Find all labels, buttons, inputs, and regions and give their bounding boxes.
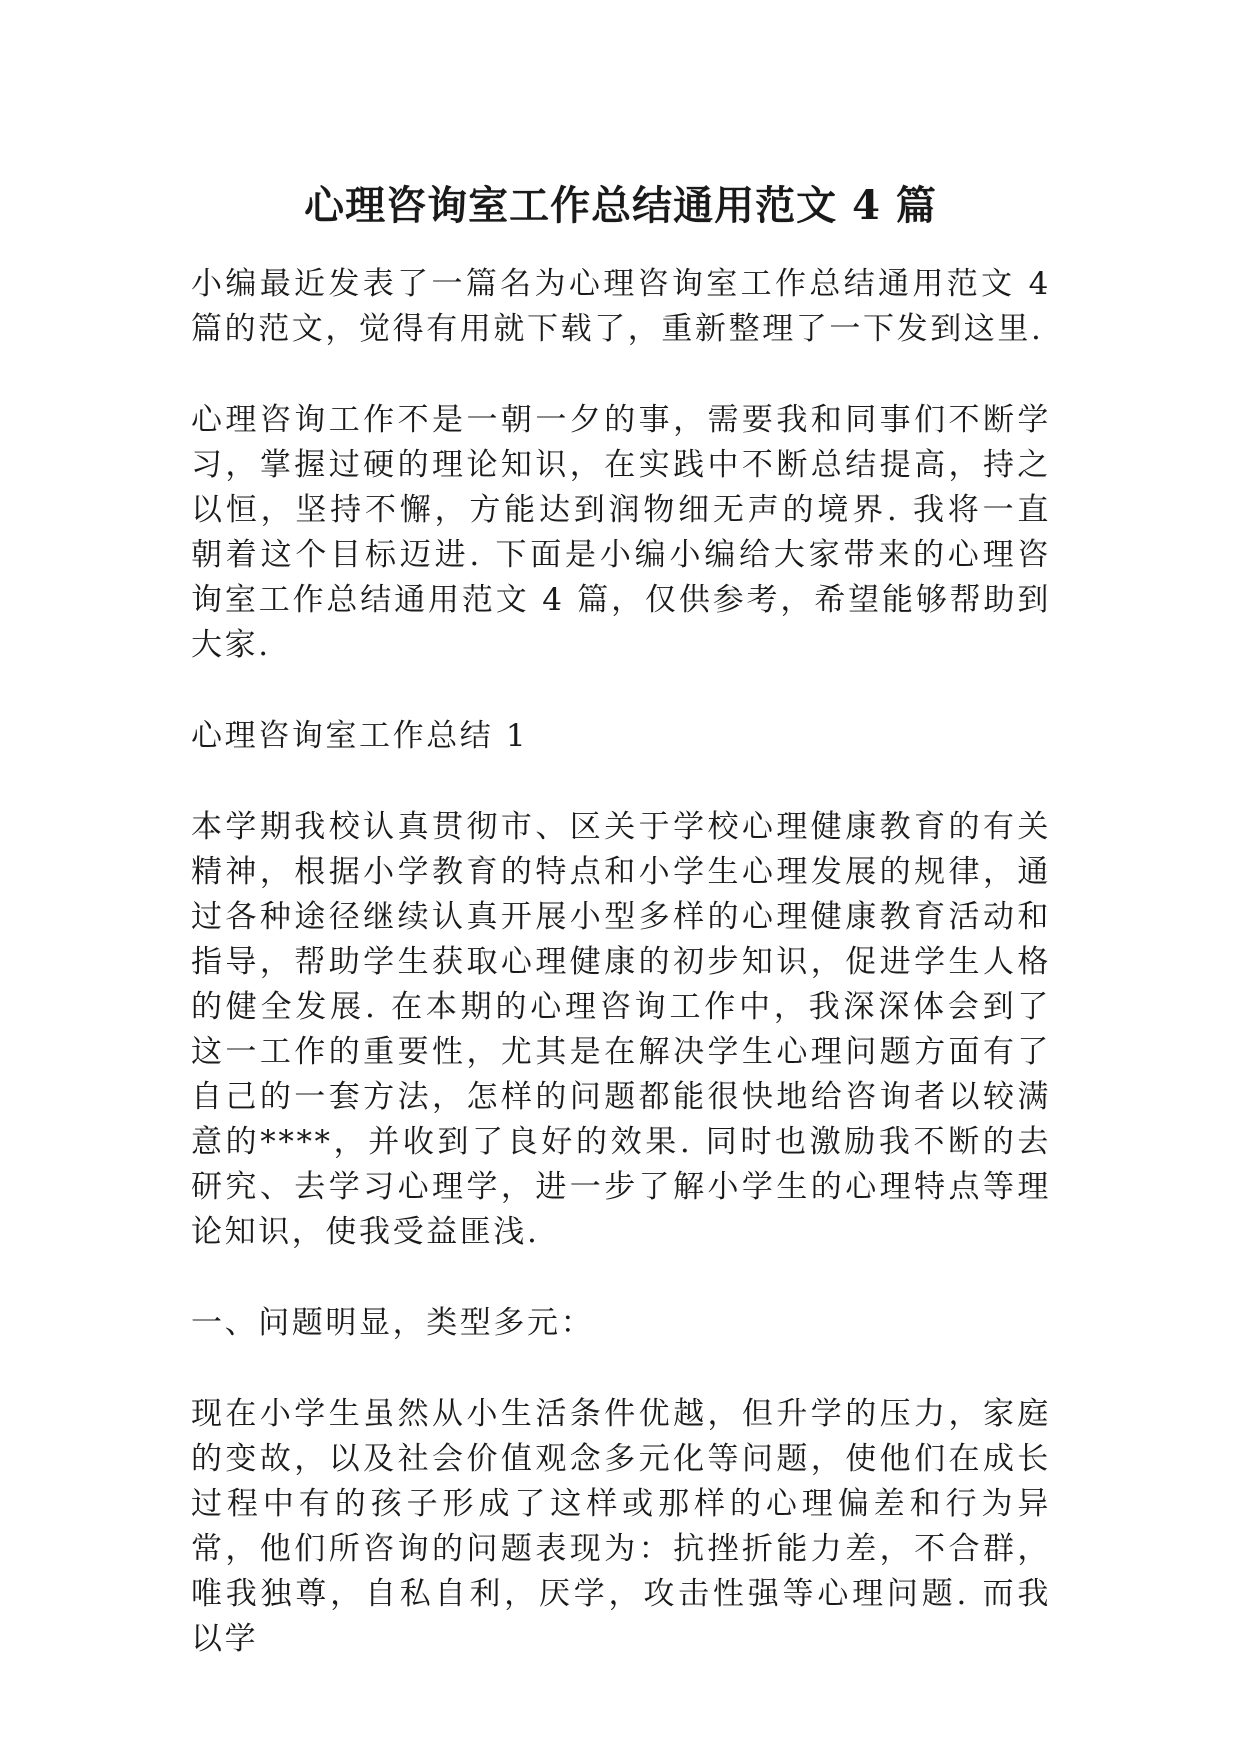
sub-body-paragraph: 现在小学生虽然从小生活条件优越，但升学的压力，家庭的变故，以及社会价值观念多元化等问题，使他们在成长过程中有的孩子形成了这样或那样的心理偏差和行为异常，他们所咨询的问题表现为：抗挫折能力差，不合群，唯我独尊，自私自利，厌学，攻击性强等心理问题. 而我以学 [191,1396,1051,1657]
section-body-paragraph: 本学期我校认真贯彻市、区关于学校心理健康教育的有关精神，根据小学教育的特点和小学生心理发展的规律，通过各种途径继续认真开展小型多样的心理健康教育活动和指导，帮助学生获取心理健康的初步知识，促进学生人格的健全发展. 在本期的心理咨询工作中，我深深体会到了这一工作的重要性，尤其是在解决学生心理问题方面有了自己的一套方法，怎样的问题都能很快地给咨询者以较满意的****，并收到了良好的效果. 同时也激励我不断的去研究、去学习心理学，进一步了解小学生的心理特点等理论知识，使我受益匪浅. [191,809,1051,1250]
document-title: 心理咨询室工作总结通用范文 4 篇 [304,182,937,229]
preface-paragraph: 心理咨询工作不是一朝一夕的事，需要我和同事们不断学习，掌握过硬的理论知识，在实践中不断总结提高，持之以恒，坚持不懈，方能达到润物细无声的境界. 我将一直朝着这个目标迈进. 下面是小编小编给大家带来的心理咨询室工作总结通用范文 4 篇，仅供参考，希望能够帮助到大家. [191,402,1051,663]
section-heading: 心理咨询室工作总结 1 [191,718,529,754]
intro-paragraph: 小编最近发表了一篇名为心理咨询室工作总结通用范文 4 篇的范文，觉得有用就下载了，重新整理了一下发到这里. [191,266,1051,347]
document-body [191,262,1051,1708]
sub-heading: 一、问题明显，类型多元： [191,1305,595,1341]
